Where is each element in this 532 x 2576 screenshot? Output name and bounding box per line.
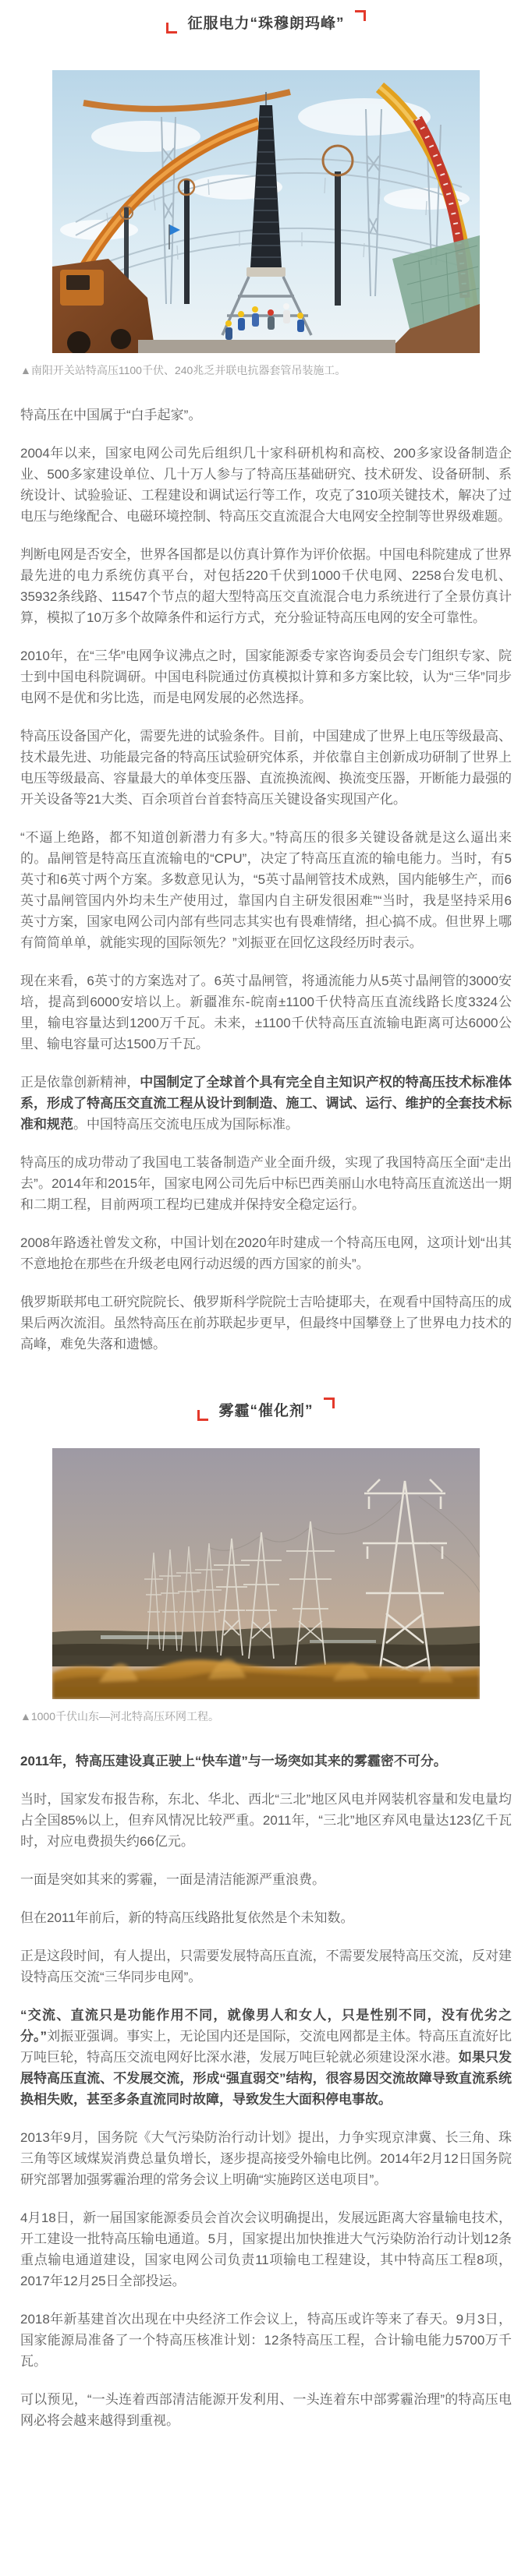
paragraph <box>20 2127 512 2190</box>
paragraph <box>20 1292 512 1355</box>
paragraph <box>20 726 512 810</box>
corner-bracket-icon <box>197 1410 208 1421</box>
paragraph-run: 可以预见，“一头连着西部清洁能源开发利用、一头连着东中部雾霾治理”的特高压电网必将会越来越得到重视。 <box>20 2392 512 2428</box>
paragraph <box>20 1751 512 1772</box>
paragraph <box>20 970 512 1055</box>
paragraph-run: 刘振亚强调。事实上，无论国内还是国际，交流电网都是主体。特高压直流好比万吨巨轮，特高压交流电网好比深水港，发展万吨巨轮就必须建设深水港。 <box>20 2029 512 2065</box>
paragraph-run: “不逼上绝路，都不知道创新潜力有多大。”特高压的很多关键设备就是这么逼出来的。晶闸管是特高压直流输电的“CPU”，决定了特高压直流的输电能力。当时，有5英寸和6英寸两个方案。多数意见认为，“5英寸晶闸管技术成熟，国内能够生产，而6英寸晶闸管国内外均未生产使用过，靠国内自主研发很困难”“当时，我是坚持采用6英寸方案，国家电网公司内部有些同志其实也有畏难情绪，担心搞不成。但世界上哪有简简单单，就能实现的国际领先？”刘振亚在回忆这段经历时表示。 <box>20 830 512 950</box>
section-title <box>20 1400 512 1423</box>
paragraph-run: 2013年9月，国务院《大气污染防治行动计划》提出，力争实现京津冀、长三角、珠三角等区域煤炭消费总量负增长，逐步提高接受外输电比例。2014年2月12日国务院研究部署加强雾霾治理的常务会议上明确“实施跨区送电项目”。 <box>20 2130 512 2187</box>
paragraph-run: 一面是突如其来的雾霾，一面是清洁能源严重浪费。 <box>20 1872 325 1887</box>
paragraph <box>20 1789 512 1852</box>
photo-caption: ▲1000千伏山东—河北特高压环网工程。 <box>20 1710 220 1723</box>
paragraph <box>20 1869 512 1890</box>
paragraph-run: 2018年新基建首次出现在中央经济工作会议上，特高压或许等来了春天。9月3日，国家能源局准备了一个特高压核准计划：12条特高压工程，合计输电能力5700万千瓦。 <box>20 2312 512 2369</box>
paragraph <box>20 1152 512 1215</box>
paragraph-run: 。中国特高压交流电压成为国际标准。 <box>73 1117 299 1132</box>
paragraph-group <box>20 405 512 1355</box>
photo-substation-construction <box>52 70 480 353</box>
paragraph-run: 正是依靠创新精神， <box>20 1075 140 1090</box>
section-smog-catalyst <box>20 1400 512 2431</box>
section-conquer-everest <box>20 12 512 1355</box>
section-heading-text: 雾霾“催化剂” <box>218 1403 314 1419</box>
paragraph-run: 特高压设备国产化，需要先进的试验条件。目前，中国建成了世界上电压等级最高、技术最先进、功能最完备的特高压试验研究体系，并依靠自主创新成功研制了世界上电压等级最高、容量最大的单体变压器、直流换流阀、换流变压器，开断能力最强的开关设备等21大类、百余项首台首套特高压关键设备实现国产化。 <box>20 729 512 807</box>
paragraph-run: 2010年，在“三华”电网争议沸点之时，国家能源委专家咨询委员会专门组织专家、院士到中国电科院调研。中国电科院通过仿真模拟计算和多方案比较，认为“三华”同步电网不是优和劣比选，而是电网发展的必然选择。 <box>20 648 512 705</box>
section-heading-text: 征服电力“珠穆朗玛峰” <box>187 16 345 32</box>
section-title <box>20 12 512 36</box>
paragraph <box>20 1072 512 1135</box>
paragraph <box>20 645 512 708</box>
paragraph <box>20 1945 512 1988</box>
paragraph-run: 现在来看，6英寸的方案选对了。6英寸晶闸管，将通流能力从5英寸晶闸管的3000安培，提高到6000安培以上。新疆准东-皖南±1100千伏特高压直流线路长度3324公里，输电容量达到1200万千瓦。未来，±1100千伏特高压直流输电距离可达6000公里、输电容量可达1500万千瓦。 <box>20 974 512 1051</box>
paragraph-run: 俄罗斯联邦电工研究院院长、俄罗斯科学院院士吉哈捷耶夫，在观看中国特高压的成果后两次流泪。虽然特高压在前苏联起步更早，但最终中国攀登上了世界电力技术的高峰，难免失落和遗憾。 <box>20 1295 512 1352</box>
paragraph-group <box>20 1751 512 2431</box>
paragraph <box>20 443 512 527</box>
paragraph-bold-run: “交流、直流只是功能作用不同，就像男人和女人，只是性别不同，没有优劣之分。” <box>20 2008 512 2044</box>
paragraph <box>20 2389 512 2431</box>
paragraph <box>20 2005 512 2110</box>
corner-bracket-icon <box>355 10 366 21</box>
paragraph-run: 判断电网是否安全，世界各国都是以仿真计算作为评价依据。中国电科院建成了世界最先进的电力系统仿真平台，对包括220千伏到1000千伏电网、2258台发电机、35932条线路、11547个节点的超大型特高压交直流混合电力系统进行了全景仿真计算，模拟了10万多个故障条件和运行方式，充分验证特高压电网的安全可靠性。 <box>20 547 512 625</box>
paragraph-run: 2004年以来，国家电网公司先后组织几十家科研机构和高校、200多家设备制造企业、500多家建设单位、几十万人参与了特高压基础研究、技术研发、设备研制、系统设计、试验验证、工程建设和调试运行等工作，攻克了310项关键技术，解决了过电压与绝缘配合、电磁环境控制、特高压交直流混合大电网安全控制等世界级难题。 <box>20 446 512 524</box>
paragraph <box>20 2309 512 2372</box>
paragraph <box>20 544 512 628</box>
paragraph-bold-run: 中国制定了全球首个具有完全自主知识产权的特高压技术标准体系，形成了特高压交直流工程从设计到制造、施工、调试、运行、维护的全套技术标准和规范 <box>20 1075 512 1132</box>
paragraph-run: 特高压的成功带动了我国电工装备制造产业全面升级，实现了我国特高压全面“走出去”。2014年和2015年，国家电网公司先后中标巴西美丽山水电特高压直流送出一期和二期工程，目前两项工程均已建成并保持安全稳定运行。 <box>20 1155 512 1212</box>
paragraph-run: 4月18日，新一届国家能源委员会首次会议明确提出，发展远距离大容量输电技术，开工建设一批特高压输电通道。5月，国家提出加快推进大气污染防治行动计划12条重点输电通道建设，国家电网公司负责11项输电工程建设，其中特高压工程8项，2017年12月25日全部投运。 <box>20 2210 512 2288</box>
photo-transmission-towers <box>52 1448 480 1699</box>
paragraph <box>20 1907 512 1928</box>
towers-photo-illustration <box>52 1448 480 1699</box>
paragraph <box>20 1232 512 1274</box>
construction-photo-illustration <box>52 70 480 353</box>
paragraph-bold-run: 2011年，特高压建设真正驶上“快车道”与一场突如其来的雾霾密不可分。 <box>20 1754 447 1769</box>
paragraph-run: 但在2011年前后，新的特高压线路批复依然是个未知数。 <box>20 1910 354 1925</box>
paragraph <box>20 827 512 953</box>
paragraph-run: 特高压在中国属于“白手起家”。 <box>20 408 202 422</box>
paragraph-bold-run: 如果只发展特高压直流、不发展交流，形成“强直弱交”结构，很容易因交流故障导致直流系统换相失败，甚至多条直流同时故障，导致发生大面积停电事故。 <box>20 2050 512 2107</box>
paragraph <box>20 405 512 426</box>
paragraph <box>20 2207 512 2292</box>
paragraph-run: 2008年路透社曾发文称，中国计划在2020年时建成一个特高压电网，这项计划“出其不意地抢在那些在升级老电网行动迟缓的西方国家的前头”。 <box>20 1235 512 1271</box>
paragraph-run: 正是这段时间，有人提出，只需要发展特高压直流，不需要发展特高压交流，反对建设特高压交流“三华同步电网”。 <box>20 1949 512 1984</box>
corner-bracket-icon <box>324 1398 335 1408</box>
paragraph-run: 当时，国家发布报告称，东北、华北、西北“三北”地区风电并网装机容量和发电量均占全国85%以上，但弃风情况比较严重。2011年，“三北”地区弃风电量达123亿千瓦时，对应电费损失约66亿元。 <box>20 1792 512 1849</box>
corner-bracket-icon <box>166 23 177 34</box>
photo-caption: ▲南阳开关站特高压1100千伏、240兆乏并联电抗器套管吊装施工。 <box>20 364 346 376</box>
